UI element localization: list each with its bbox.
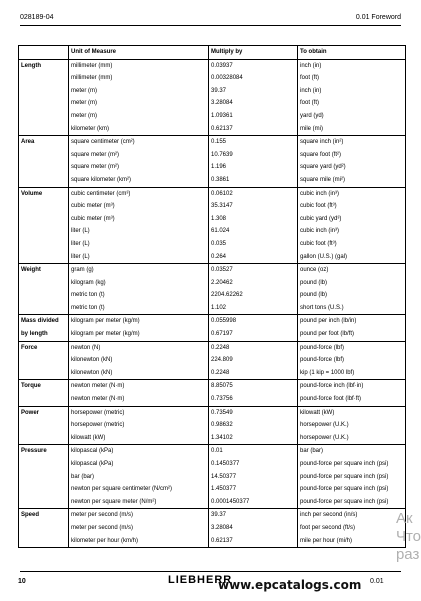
factor-cell: 61.024: [209, 225, 298, 238]
unit-cell: cubic centimeter (cm³): [69, 187, 209, 200]
unit-cell: meter (m): [69, 110, 209, 123]
result-cell: kip (1 kip = 1000 lbf): [298, 367, 406, 380]
result-cell: pound-force per square inch (psi): [298, 458, 406, 471]
result-cell: pound-force per square inch (psi): [298, 483, 406, 496]
result-cell: cubic foot (ft³): [298, 200, 406, 213]
factor-cell: 1.102: [209, 302, 298, 315]
result-cell: pound-force inch (lbf·in): [298, 380, 406, 393]
category-cell: Weight: [19, 264, 69, 315]
category-cell: Power: [19, 406, 69, 445]
table-row: [19, 406, 406, 419]
category-cell: Pressure: [19, 445, 69, 509]
unit-cell: kilogram per meter (kg/m): [69, 328, 209, 341]
unit-cell: kilonewton (kN): [69, 354, 209, 367]
unit-cell: newton meter (N·m): [69, 380, 209, 393]
unit-cell: square meter (m²): [69, 161, 209, 174]
result-cell: square yard (yd²): [298, 161, 406, 174]
result-cell: inch (in): [298, 59, 406, 72]
unit-cell: newton per square meter (N/m²): [69, 496, 209, 509]
table-row: [19, 97, 406, 110]
unit-cell: metric ton (t): [69, 302, 209, 315]
result-cell: mile per hour (mi/h): [298, 535, 406, 548]
factor-cell: 1.34102: [209, 432, 298, 445]
factor-cell: 0.98632: [209, 419, 298, 432]
factor-cell: 0.03937: [209, 59, 298, 72]
factor-cell: 1.308: [209, 213, 298, 226]
factor-cell: 0.055998: [209, 315, 298, 328]
factor-cell: 1.196: [209, 161, 298, 174]
unit-cell: kilopascal (kPa): [69, 445, 209, 458]
factor-cell: 0.73549: [209, 406, 298, 419]
unit-cell: newton meter (N·m): [69, 393, 209, 406]
website-link[interactable]: www.epcatalogs.com: [218, 578, 362, 592]
result-cell: yard (yd): [298, 110, 406, 123]
result-cell: pound-force per square inch (psi): [298, 471, 406, 484]
unit-cell: millimeter (mm): [69, 72, 209, 85]
unit-cell: liter (L): [69, 238, 209, 251]
header-obtain: To obtain: [298, 46, 406, 60]
factor-cell: 0.035: [209, 238, 298, 251]
table-row: [19, 174, 406, 187]
footer-rule: [20, 571, 401, 572]
result-cell: gallon (U.S.) (gal): [298, 251, 406, 264]
factor-cell: 2204.62262: [209, 289, 298, 302]
factor-cell: 1.09361: [209, 110, 298, 123]
result-cell: cubic inch (in³): [298, 187, 406, 200]
factor-cell: 0.62137: [209, 123, 298, 136]
result-cell: pound per inch (lb/in): [298, 315, 406, 328]
table-row: [19, 161, 406, 174]
factor-cell: 0.2248: [209, 341, 298, 354]
table-row: [19, 289, 406, 302]
unit-cell: newton per square centimeter (N/cm²): [69, 483, 209, 496]
result-cell: pound-force (lbf): [298, 341, 406, 354]
header-category: [19, 46, 69, 60]
result-cell: short tons (U.S.): [298, 302, 406, 315]
factor-cell: 0.73756: [209, 393, 298, 406]
table-row: [19, 328, 406, 341]
result-cell: horsepower (U.K.): [298, 419, 406, 432]
category-cell: Mass divided by length: [19, 315, 69, 341]
unit-cell: kilogram per meter (kg/m): [69, 315, 209, 328]
conversion-table: [18, 45, 406, 548]
table-row: [19, 367, 406, 380]
unit-cell: kilometer per hour (km/h): [69, 535, 209, 548]
factor-cell: 224.809: [209, 354, 298, 367]
unit-cell: square meter (m²): [69, 149, 209, 162]
watermark-line: раз: [395, 546, 420, 563]
unit-cell: bar (bar): [69, 471, 209, 484]
result-cell: square inch (in²): [298, 136, 406, 149]
table-row: [19, 277, 406, 290]
factor-cell: 3.28084: [209, 522, 298, 535]
factor-cell: 3.28084: [209, 97, 298, 110]
result-cell: pound-force per square inch (psi): [298, 496, 406, 509]
unit-cell: meter (m): [69, 97, 209, 110]
result-cell: foot (ft): [298, 72, 406, 85]
factor-cell: 0.62137: [209, 535, 298, 548]
result-cell: pound (lb): [298, 289, 406, 302]
factor-cell: 0.00328084: [209, 72, 298, 85]
result-cell: horsepower (U.K.): [298, 432, 406, 445]
unit-cell: horsepower (metric): [69, 406, 209, 419]
section-title: 0.01 Foreword: [355, 14, 401, 21]
factor-cell: 8.85075: [209, 380, 298, 393]
result-cell: inch per second (in/s): [298, 509, 406, 522]
unit-cell: kilowatt (kW): [69, 432, 209, 445]
watermark-line: Что: [395, 528, 421, 545]
result-cell: cubic foot (ft³): [298, 238, 406, 251]
table-row: [19, 187, 406, 200]
unit-cell: newton (N): [69, 341, 209, 354]
table-row: [19, 483, 406, 496]
unit-cell: meter per second (m/s): [69, 509, 209, 522]
result-cell: pound-force (lbf): [298, 354, 406, 367]
table-row: [19, 315, 406, 328]
table-row: [19, 123, 406, 136]
unit-cell: kilometer (km): [69, 123, 209, 136]
unit-cell: cubic meter (m³): [69, 200, 209, 213]
factor-cell: 39.37: [209, 509, 298, 522]
table-row: [19, 110, 406, 123]
category-cell: Torque: [19, 380, 69, 406]
factor-cell: 0.1450377: [209, 458, 298, 471]
factor-cell: 0.155: [209, 136, 298, 149]
category-cell: Volume: [19, 187, 69, 264]
factor-cell: 0.3861: [209, 174, 298, 187]
table-row: [19, 354, 406, 367]
factor-cell: 0.0001450377: [209, 496, 298, 509]
table-row: [19, 458, 406, 471]
unit-cell: metric ton (t): [69, 289, 209, 302]
unit-cell: liter (L): [69, 225, 209, 238]
unit-cell: cubic meter (m³): [69, 213, 209, 226]
table-row: [19, 251, 406, 264]
table-row: [19, 496, 406, 509]
table-row: [19, 535, 406, 548]
table-row: [19, 72, 406, 85]
table-row: [19, 445, 406, 458]
unit-cell: liter (L): [69, 251, 209, 264]
unit-cell: horsepower (metric): [69, 419, 209, 432]
table-row: [19, 238, 406, 251]
factor-cell: 10.7639: [209, 149, 298, 162]
unit-cell: gram (g): [69, 264, 209, 277]
result-cell: bar (bar): [298, 445, 406, 458]
unit-cell: meter (m): [69, 85, 209, 98]
unit-cell: square centimeter (cm²): [69, 136, 209, 149]
watermark-line: Ак: [395, 510, 413, 527]
table-row: [19, 509, 406, 522]
category-cell: Force: [19, 341, 69, 380]
page-number: 10: [18, 578, 26, 585]
footer-section: 0.01: [370, 578, 384, 585]
unit-cell: kilopascal (kPa): [69, 458, 209, 471]
unit-cell: kilogram (kg): [69, 277, 209, 290]
factor-cell: 2.20462: [209, 277, 298, 290]
table-row: [19, 85, 406, 98]
category-cell: Length: [19, 59, 69, 136]
result-cell: pound per foot (lb/ft): [298, 328, 406, 341]
result-cell: cubic yard (yd³): [298, 213, 406, 226]
table-row: [19, 471, 406, 484]
result-cell: cubic inch (in³): [298, 225, 406, 238]
doc-number: 028189-04: [20, 14, 54, 21]
factor-cell: 0.67197: [209, 328, 298, 341]
category-cell: Speed: [19, 509, 69, 548]
factor-cell: 35.3147: [209, 200, 298, 213]
result-cell: kilowatt (kW): [298, 406, 406, 419]
factor-cell: 1.450377: [209, 483, 298, 496]
header-unit: Unit of Measure: [69, 46, 209, 60]
table-row: [19, 200, 406, 213]
result-cell: pound (lb): [298, 277, 406, 290]
result-cell: foot per second (ft/s): [298, 522, 406, 535]
factor-cell: 0.03527: [209, 264, 298, 277]
table-row: [19, 419, 406, 432]
factor-cell: 0.01: [209, 445, 298, 458]
factor-cell: 0.2248: [209, 367, 298, 380]
factor-cell: 0.06102: [209, 187, 298, 200]
table-row: [19, 393, 406, 406]
table-row: [19, 302, 406, 315]
factor-cell: 39.37: [209, 85, 298, 98]
result-cell: foot (ft): [298, 97, 406, 110]
table-row: [19, 522, 406, 535]
table-row: [19, 213, 406, 226]
unit-cell: millimeter (mm): [69, 59, 209, 72]
table-row: [19, 59, 406, 72]
watermark-overlay: [396, 510, 421, 564]
table-row: [19, 380, 406, 393]
table-row: [19, 149, 406, 162]
unit-cell: square kilometer (km²): [69, 174, 209, 187]
result-cell: ounce (oz): [298, 264, 406, 277]
result-cell: inch (in): [298, 85, 406, 98]
unit-cell: kilonewton (kN): [69, 367, 209, 380]
factor-cell: 0.264: [209, 251, 298, 264]
result-cell: square mile (mi²): [298, 174, 406, 187]
category-cell: Area: [19, 136, 69, 187]
brand-logo: LIEBHERR: [168, 574, 233, 586]
header-rule: [20, 25, 401, 26]
result-cell: square foot (ft²): [298, 149, 406, 162]
table-row: [19, 264, 406, 277]
table-row: [19, 136, 406, 149]
header-multiply: Multiply by: [209, 46, 298, 60]
table-row: [19, 341, 406, 354]
result-cell: pound-force foot (lbf·ft): [298, 393, 406, 406]
factor-cell: 14.50377: [209, 471, 298, 484]
unit-cell: meter per second (m/s): [69, 522, 209, 535]
result-cell: mile (mi): [298, 123, 406, 136]
table-row: [19, 225, 406, 238]
table-row: [19, 432, 406, 445]
table-header-row: [19, 46, 406, 60]
